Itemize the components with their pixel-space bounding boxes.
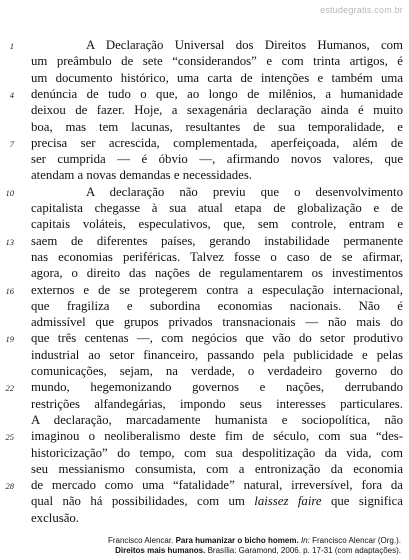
italic-term: laissez faire: [254, 494, 322, 509]
text-line: capitais voláteis, especulativos, que, sem controle, entram e: [31, 217, 403, 232]
line-number: 10: [5, 187, 14, 198]
line-number: 25: [5, 432, 14, 443]
source-line-1: [108, 536, 401, 546]
text-line: denúncia de tudo o que, ao longo de milênios, a humanidade: [31, 86, 403, 101]
text-line: deixou de fazer. Hoje, a sexagenária declaração ainda é muito: [31, 103, 403, 118]
text-line: exclusão.: [31, 510, 79, 525]
line-number: 7: [9, 138, 14, 149]
text-line: atendam a novas demandas e necessidades.: [31, 168, 253, 183]
text-line: ser cumprida — é óbvio —, afirmando novos valores, que: [31, 152, 403, 167]
source-line-2: [108, 546, 401, 556]
watermark: estudegratis.com.br: [320, 5, 403, 15]
text-line: A declaração não previu que o desenvolvimento: [86, 184, 403, 199]
text-line: industrial ao setor financeiro, passando pela publicidade e pelas: [31, 347, 403, 362]
source-citation: [108, 536, 401, 556]
line-number: 19: [5, 334, 14, 345]
text-line: qual não há possibilidades, com um laissez faire que significa: [31, 494, 403, 509]
source-book: Direitos mais humanos.: [115, 546, 206, 555]
text-line: de mercado como uma “fatalidade” natural, irreversível, fora da: [31, 478, 403, 493]
text-line: saem de diferentes países, gerando instabilidade permanente: [31, 233, 403, 248]
line-number: 22: [5, 383, 14, 394]
source-title: Para humanizar o bicho homem.: [175, 536, 299, 545]
text-line: boa, mas tem lacunas, resultantes de sua temporalidade, e: [31, 119, 403, 134]
line-number: 1: [9, 41, 14, 51]
text-line: mundo, hegemonizando governos e nações, derrubando: [31, 380, 403, 395]
text-line: capitalista chegasse à sua atual etapa de globalização e de: [31, 201, 403, 215]
text-line: A declaração, marcadamente humanista e sociopolítica, não: [31, 412, 403, 427]
text-line: A Declaração Universal dos Direitos Humanos, com: [86, 38, 403, 52]
text-line: precisa ser acrescida, complementada, aperfeiçoada, além de: [31, 135, 403, 150]
text-line: historicização” do tempo, com sua despolitização da vida, com: [31, 445, 403, 460]
text-line: externos e de se protegerem contra a especulação internacional,: [31, 282, 403, 297]
source-author: Francisco Alencar.: [107, 536, 174, 545]
text-line: que três centenas —, com negócios que vão do setor produtivo: [31, 331, 403, 346]
text-line: comunicações, sejam, na verdade, o verdadeiro governo do: [31, 364, 403, 378]
text-line: nas economias periféricas. Talvez fosse o caso de se afirmar,: [31, 249, 403, 264]
text-line: seu messianismo consumista, com a entronização da economia: [31, 461, 403, 476]
source-in-label: In:: [300, 536, 310, 545]
line-number: 13: [5, 236, 14, 247]
line-number: 4: [9, 89, 14, 100]
text-line: restrições alfandegárias, impondo seus interesses particulares.: [31, 396, 403, 411]
line-number: 16: [5, 285, 14, 296]
text-line: agora, o direito das nações de regulamentarem os investimentos: [31, 266, 403, 281]
text-line: um documento histórico, uma carta de intenções e também uma: [31, 70, 403, 85]
source-publisher: Brasília: Garamond, 2006. p. 17-31 (com adaptações).: [207, 546, 401, 555]
text-line: um preâmbulo de sete “considerandos” e com trinta artigos, é: [31, 54, 403, 69]
text-line: admissível que grupos privados transnacionais — não mais do: [31, 315, 403, 330]
line-number: 28: [5, 481, 14, 492]
text-line: que fragiliza e subordina economias nacionais. Não é: [31, 298, 403, 313]
text-line: imaginou o neoliberalismo deste fim de século, com sua “des-: [31, 429, 403, 444]
source-editor: Francisco Alencar (Org.).: [312, 536, 401, 545]
